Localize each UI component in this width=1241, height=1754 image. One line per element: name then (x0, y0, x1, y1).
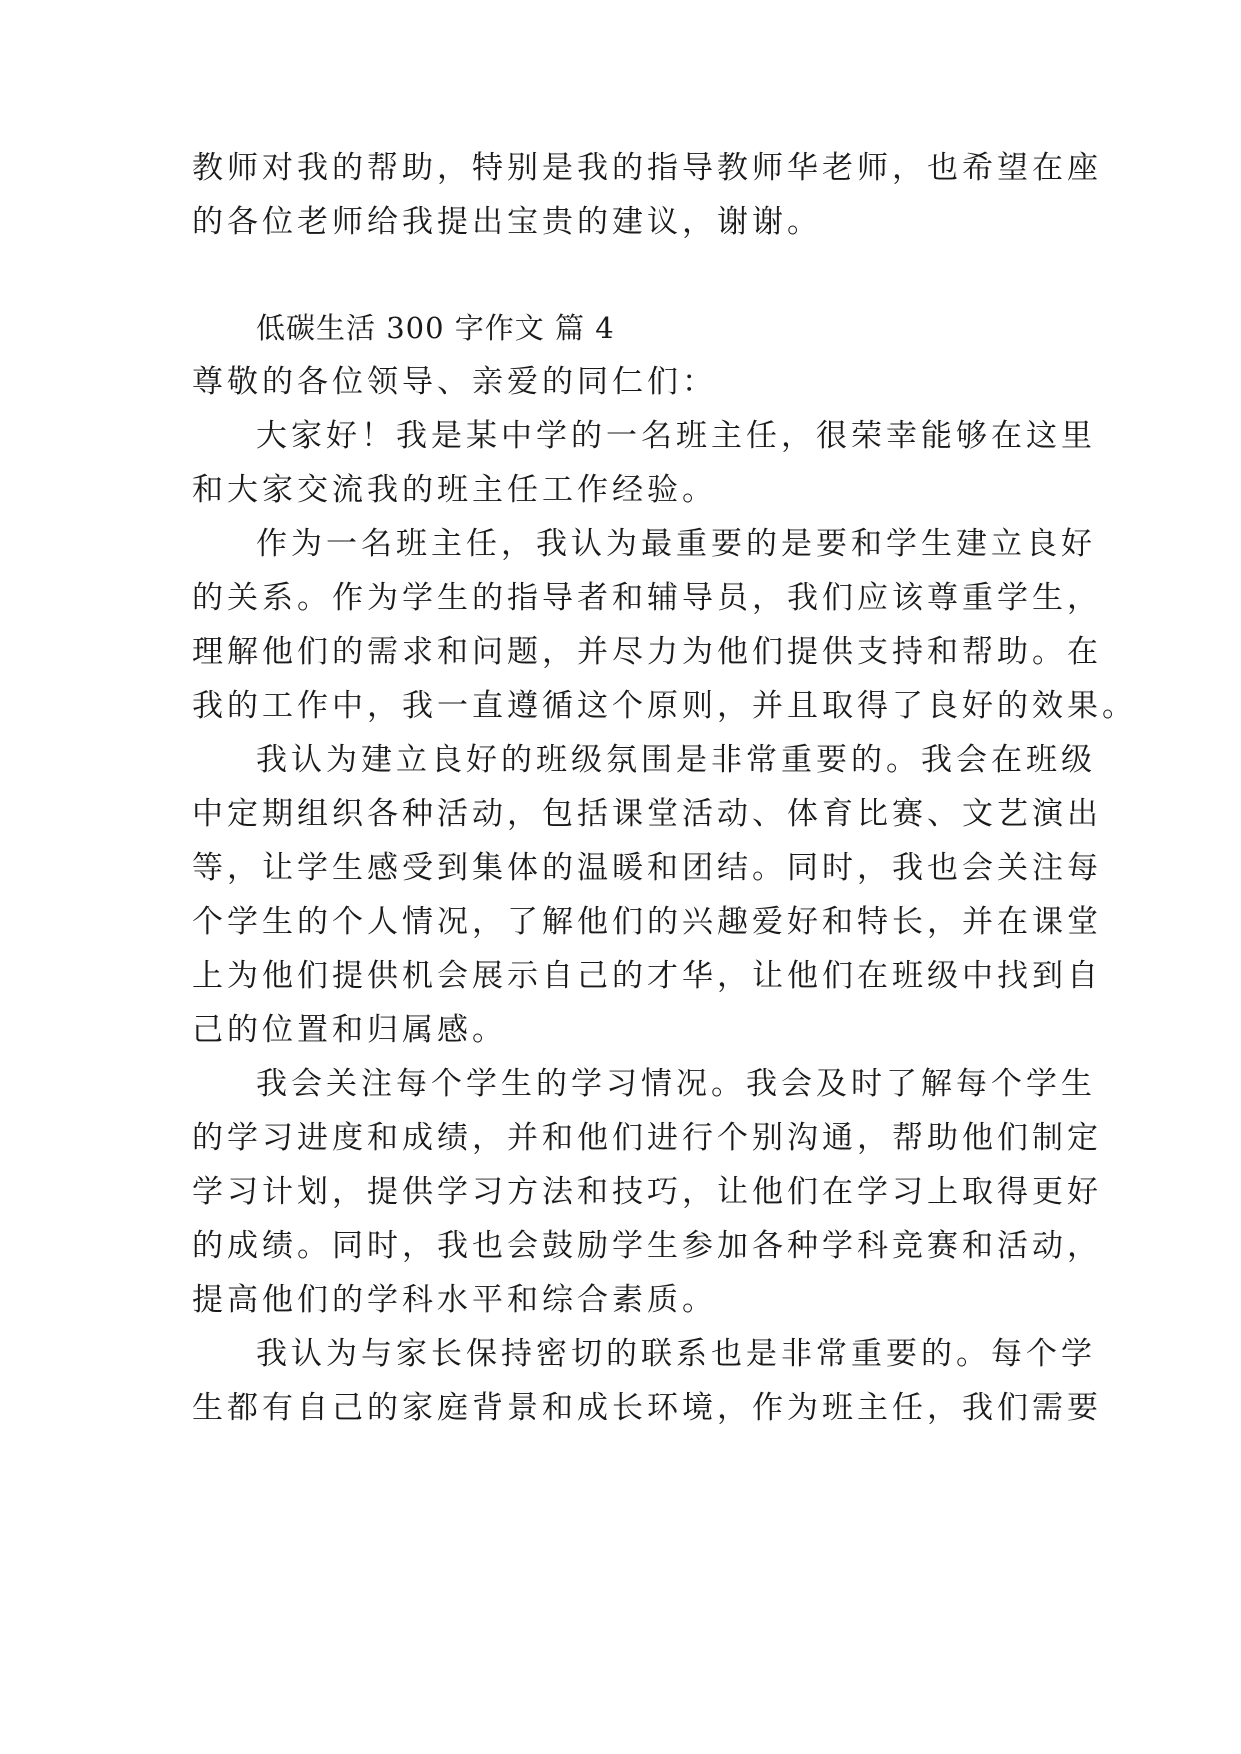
paragraph-line: 作为一名班主任，我认为最重要的是要和学生建立良好 (256, 526, 1096, 562)
paragraph-line: 理解他们的需求和问题，并尽力为他们提供支持和帮助。在 (192, 634, 1102, 670)
paragraph-line: 提高他们的学科水平和综合素质。 (192, 1282, 717, 1318)
paragraph-line: 的学习进度和成绩，并和他们进行个别沟通，帮助他们制定 (192, 1120, 1102, 1156)
paragraph-line: 上为他们提供机会展示自己的才华，让他们在班级中找到自 (192, 958, 1102, 994)
intro-line: 的各位老师给我提出宝贵的建议，谢谢。 (192, 204, 822, 240)
paragraph-line: 我认为建立良好的班级氛围是非常重要的。我会在班级 (256, 742, 1096, 778)
paragraph-line: 我认为与家长保持密切的联系也是非常重要的。每个学 (256, 1336, 1096, 1372)
paragraph-line: 等，让学生感受到集体的温暖和团结。同时，我也会关注每 (192, 850, 1102, 886)
paragraph-line: 学习计划，提供学习方法和技巧，让他们在学习上取得更好 (192, 1174, 1102, 1210)
salutation: 尊敬的各位领导、亲爱的同仁们： (192, 364, 717, 400)
paragraph-line: 生都有自己的家庭背景和成长环境，作为班主任，我们需要 (192, 1390, 1102, 1426)
paragraph-line: 和大家交流我的班主任工作经验。 (192, 472, 717, 508)
paragraph-line: 中定期组织各种活动，包括课堂活动、体育比赛、文艺演出 (192, 796, 1102, 832)
paragraph-line: 我的工作中，我一直遵循这个原则，并且取得了良好的效果。 (192, 688, 1137, 724)
paragraph-line: 个学生的个人情况，了解他们的兴趣爱好和特长，并在课堂 (192, 904, 1102, 940)
paragraph-line: 的成绩。同时，我也会鼓励学生参加各种学科竞赛和活动， (192, 1228, 1102, 1264)
paragraph-line: 的关系。作为学生的指导者和辅导员，我们应该尊重学生， (192, 580, 1102, 616)
intro-line: 教师对我的帮助，特别是我的指导教师华老师，也希望在座 (192, 150, 1102, 186)
section-title: 低碳生活 300 字作文 篇 4 (256, 311, 615, 345)
paragraph-line: 我会关注每个学生的学习情况。我会及时了解每个学生 (256, 1066, 1096, 1102)
paragraph-line: 大家好！我是某中学的一名班主任，很荣幸能够在这里 (256, 418, 1096, 454)
paragraph-line: 己的位置和归属感。 (192, 1012, 507, 1048)
